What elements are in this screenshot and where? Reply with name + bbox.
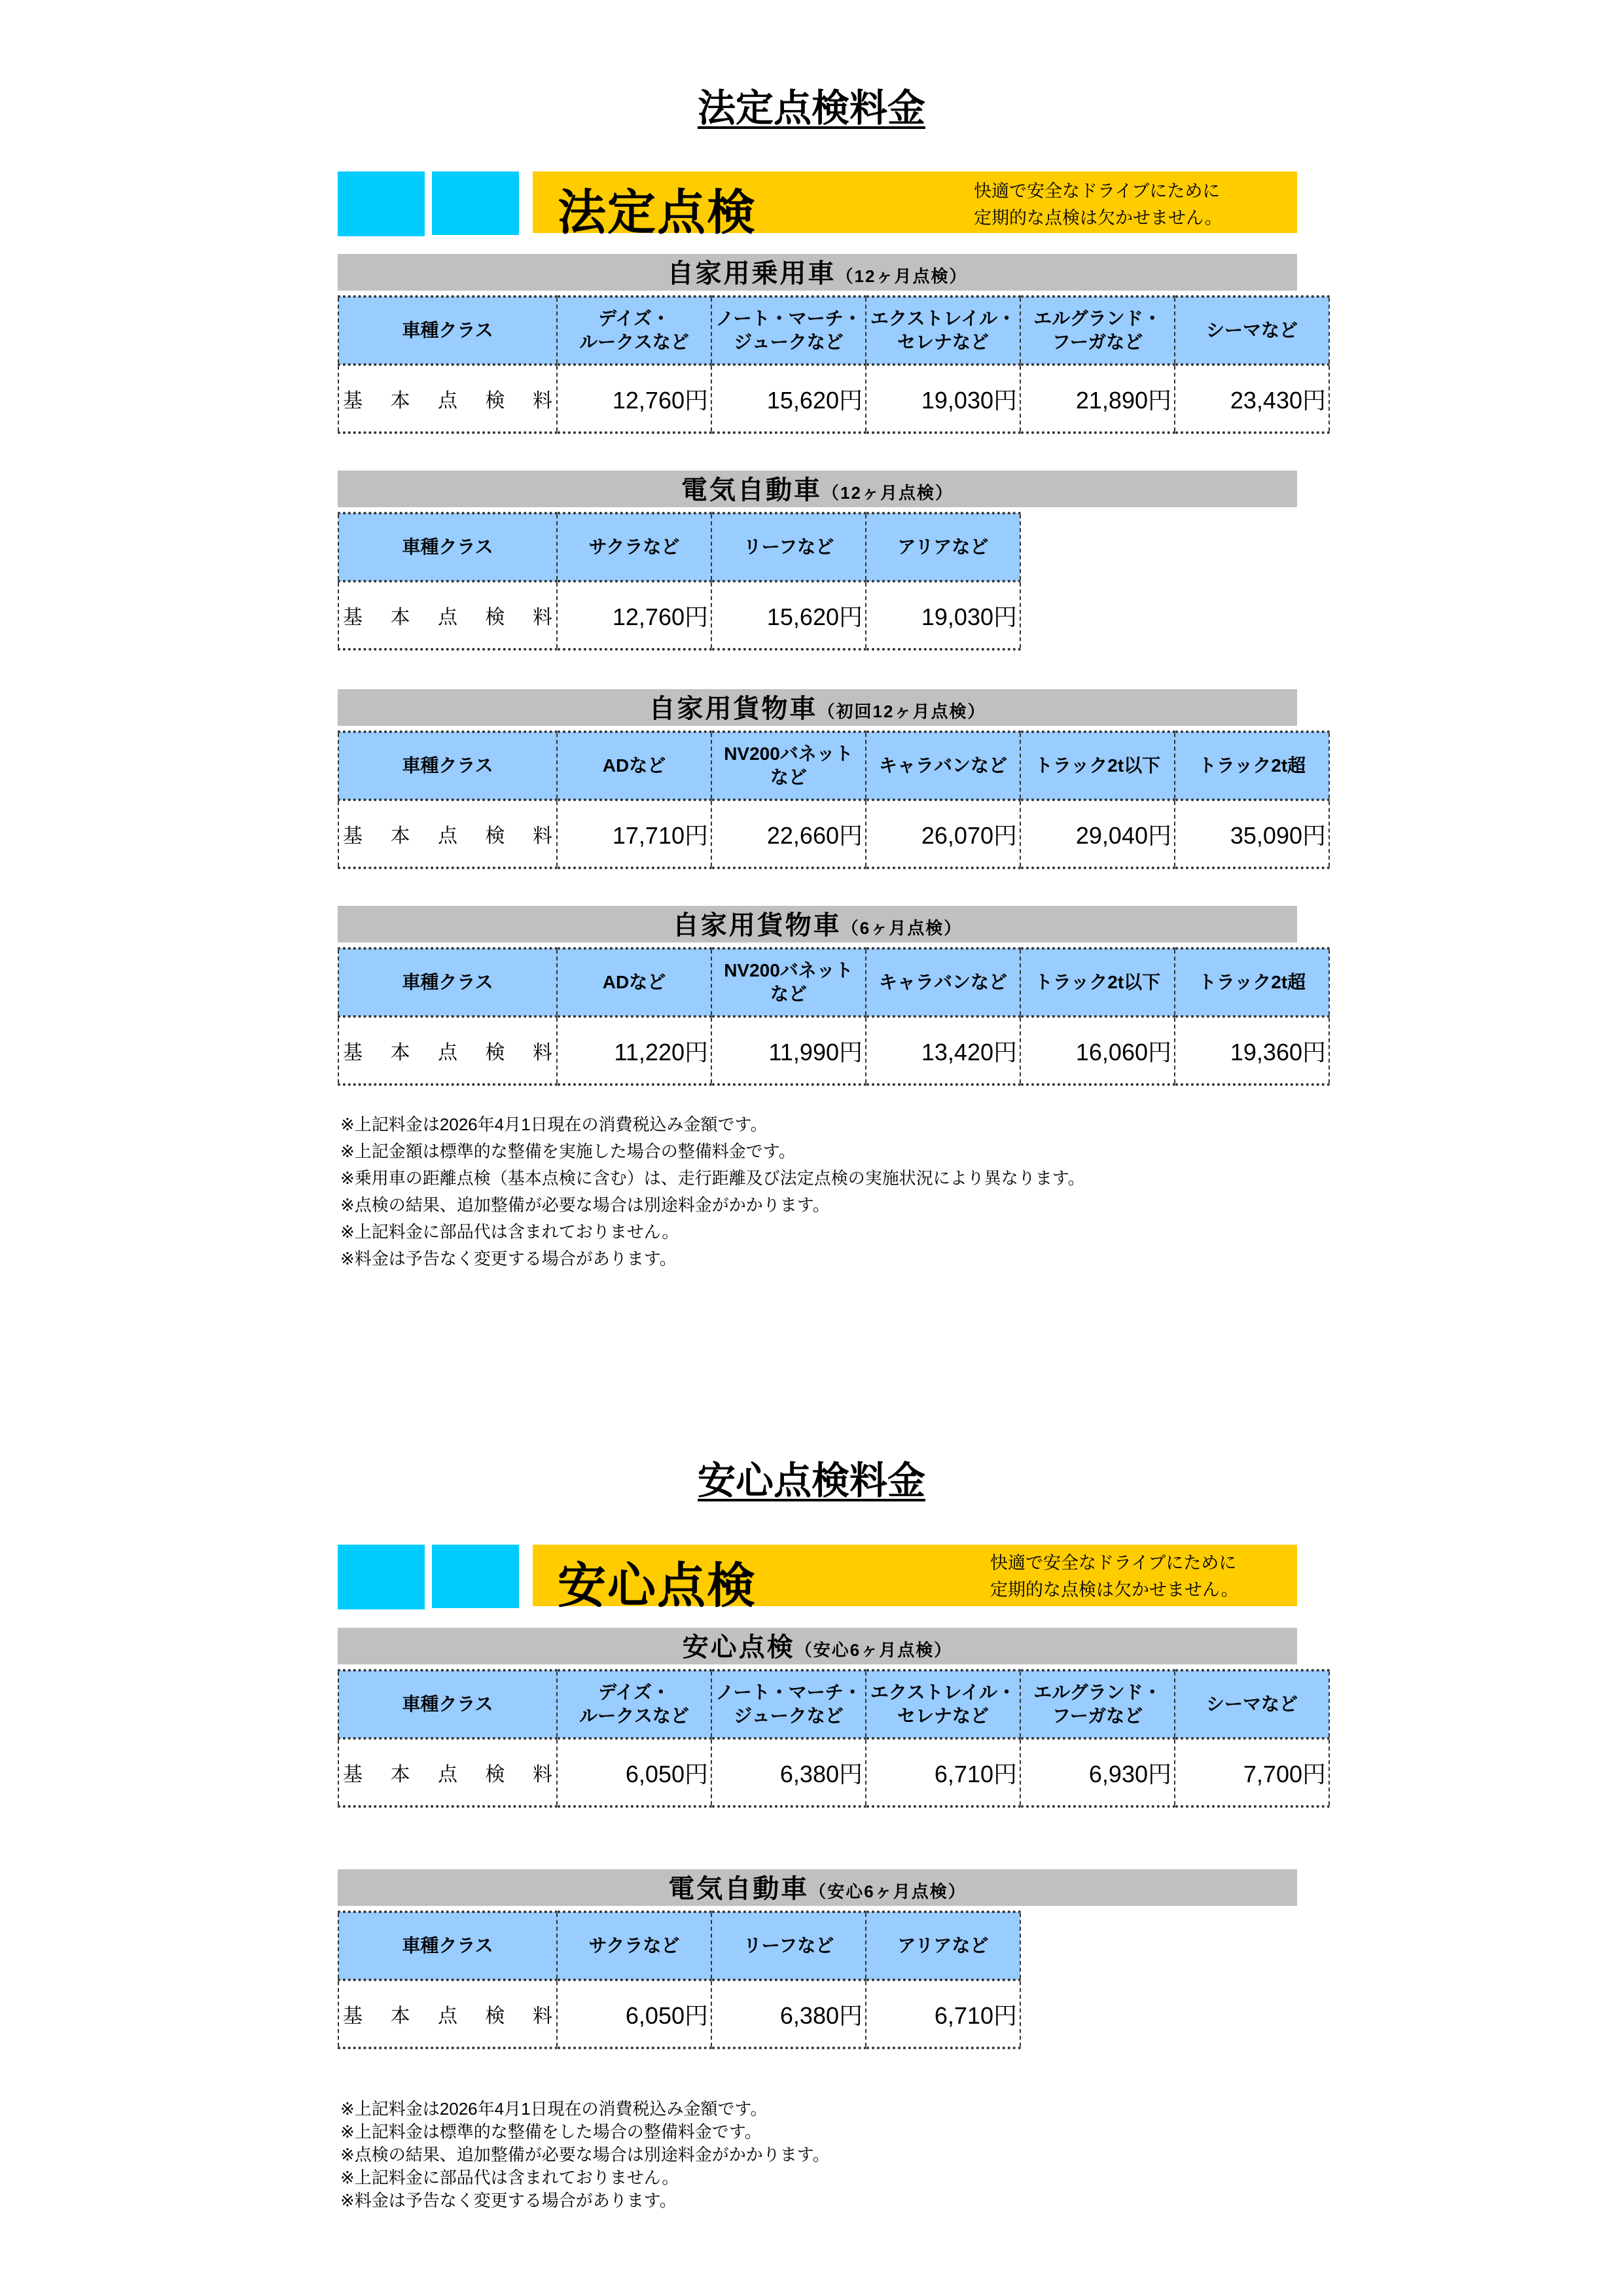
cyan-block — [432, 1545, 519, 1608]
note-line: ※乗用車の距離点検（基本点検に含む）は、走行距離及び法定点検の実施状況により異なります。 — [340, 1168, 1085, 1188]
price-cell: 16,060円 — [1020, 1016, 1175, 1085]
price-cell: 6,710円 — [866, 1980, 1020, 2048]
price-table — [338, 730, 1330, 869]
price-cell: 19,360円 — [1175, 1016, 1329, 1085]
header-line: 車種クラス — [402, 537, 493, 557]
header-line: など — [770, 767, 807, 787]
header-line: 車種クラス — [402, 755, 493, 776]
note-line: ※上記料金は2026年4月1日現在の消費税込み金額です。 — [340, 1115, 768, 1134]
table-subtitle: （安心6ヶ月点検） — [809, 1882, 967, 1901]
banner-peace-of-mind — [533, 1545, 1297, 1613]
column-header — [1175, 1670, 1329, 1738]
banner-title: 安心点検 — [558, 1558, 757, 1613]
header-line: トラック2t超 — [1198, 755, 1306, 776]
header-line: エクストレイル・ — [870, 1682, 1016, 1702]
note-line: ※上記料金は標準的な整備をした場合の整備料金です。 — [340, 2122, 762, 2142]
column-header-class — [338, 1670, 557, 1738]
price-cell: 6,050円 — [557, 1980, 711, 2048]
header-line: 車種クラス — [402, 320, 493, 340]
table-title-bar — [338, 906, 1297, 942]
note-line: ※上記料金に部品代は含まれておりません。 — [340, 2168, 679, 2187]
price-cell: 35,090円 — [1175, 800, 1329, 868]
notes-legal — [340, 1111, 1085, 1272]
table-row — [338, 1016, 1329, 1085]
column-header — [1020, 296, 1175, 365]
price-table — [338, 947, 1330, 1086]
note-line: ※点検の結果、追加整備が必要な場合は別途料金がかかります。 — [340, 2145, 830, 2164]
price-cell: 15,620円 — [711, 581, 866, 649]
table-electric-vehicle-peace — [338, 1869, 1297, 2049]
price-cell: 26,070円 — [866, 800, 1020, 868]
note-line: ※点検の結果、追加整備が必要な場合は別途料金がかかります。 — [340, 1195, 830, 1215]
header-line: NV200バネット — [724, 744, 853, 764]
column-header — [711, 1912, 866, 1980]
column-header — [866, 1912, 1020, 1980]
note-line: ※料金は予告なく変更する場合があります。 — [340, 2191, 677, 2210]
price-table — [338, 1910, 1021, 2049]
header-line: リーフなど — [743, 1935, 834, 1956]
table-private-passenger-car — [338, 254, 1330, 434]
header-line: トラック2t超 — [1198, 972, 1306, 992]
table-electric-vehicle — [338, 471, 1297, 651]
banner-message-line: 定期的な点検は欠かせません。 — [990, 1580, 1239, 1600]
note-line: ※上記金額は標準的な整備を実施した場合の整備料金です。 — [340, 1141, 796, 1161]
price-cell: 6,380円 — [711, 1980, 866, 2048]
header-line: キャラバンなど — [878, 755, 1007, 776]
column-header — [1175, 948, 1329, 1016]
price-cell: 11,990円 — [711, 1016, 866, 1085]
header-line: ルークスなど — [579, 1706, 689, 1726]
price-cell: 11,220円 — [557, 1016, 711, 1085]
column-header-class — [338, 948, 557, 1016]
column-header-class — [338, 1912, 557, 1980]
column-header — [557, 1912, 711, 1980]
header-line: など — [770, 984, 807, 1004]
header-line: アリアなど — [897, 537, 989, 557]
header-line: ジュークなど — [734, 332, 844, 352]
column-header — [557, 732, 711, 800]
column-header — [1020, 1670, 1175, 1738]
column-header — [1175, 296, 1329, 365]
cyan-block — [432, 171, 519, 235]
table-title-bar — [338, 471, 1297, 507]
table-header-row — [338, 1912, 1020, 1980]
note-line: ※料金は予告なく変更する場合があります。 — [340, 1249, 677, 1268]
price-cell: 6,050円 — [557, 1738, 711, 1806]
table-row — [338, 1980, 1020, 2048]
table-title-bar — [338, 1869, 1297, 1906]
column-header — [557, 948, 711, 1016]
table-title-bar — [338, 1628, 1297, 1664]
table-header-row — [338, 513, 1020, 581]
row-label: 基本点検料 — [338, 365, 557, 433]
cyan-block — [338, 171, 425, 236]
header-line: ADなど — [602, 972, 666, 992]
header-line: シーマなど — [1205, 320, 1298, 340]
price-cell: 7,700円 — [1175, 1738, 1329, 1806]
table-private-cargo-initial — [338, 689, 1330, 869]
column-header — [711, 513, 866, 581]
table-title: 電気自動車 — [681, 476, 823, 505]
table-private-cargo-6month — [338, 906, 1330, 1086]
banner-message-line: 定期的な点検は欠かせません。 — [974, 208, 1222, 228]
table-subtitle: （6ヶ月点検） — [841, 918, 963, 938]
header-line: ジュークなど — [734, 1706, 844, 1726]
price-table — [338, 512, 1021, 651]
header-line: 車種クラス — [402, 972, 493, 992]
price-cell: 17,710円 — [557, 800, 711, 868]
table-title: 自家用貨物車 — [672, 911, 842, 940]
column-header — [711, 948, 866, 1016]
table-header-row — [338, 296, 1329, 365]
header-line: エルグランド・ — [1033, 308, 1162, 329]
column-header — [711, 296, 866, 365]
column-header — [866, 732, 1020, 800]
header-line: アリアなど — [897, 1935, 989, 1956]
price-cell: 21,890円 — [1020, 365, 1175, 433]
header-line: デイズ・ — [598, 1682, 670, 1702]
column-header — [557, 296, 711, 365]
table-header-row — [338, 948, 1329, 1016]
banner-message-line: 快適で安全なドライブにために — [990, 1553, 1237, 1573]
price-cell: 15,620円 — [711, 365, 866, 433]
banner-message-line: 快適で安全なドライブにために — [974, 181, 1221, 201]
table-header-row — [338, 732, 1329, 800]
header-line: シーマなど — [1205, 1694, 1298, 1714]
column-header — [557, 513, 711, 581]
page-title-peace-of-mind — [0, 1450, 1623, 1505]
row-label: 基本点検料 — [338, 581, 557, 649]
column-header — [1020, 732, 1175, 800]
table-row — [338, 1738, 1329, 1806]
table-title: 安心点検 — [682, 1633, 795, 1662]
table-peace-of-mind — [338, 1628, 1330, 1808]
price-cell: 13,420円 — [866, 1016, 1020, 1085]
banner-title: 法定点検 — [558, 185, 757, 240]
price-cell: 22,660円 — [711, 800, 866, 868]
table-title: 自家用貨物車 — [649, 694, 818, 723]
header-line: セレナなど — [897, 1706, 989, 1726]
header-line: セレナなど — [897, 332, 989, 352]
header-line: トラック2t以下 — [1034, 755, 1161, 776]
table-subtitle: （12ヶ月点検） — [822, 483, 954, 503]
header-line: NV200バネット — [724, 960, 853, 980]
header-line: 車種クラス — [402, 1694, 493, 1714]
price-cell: 6,710円 — [866, 1738, 1020, 1806]
title-text: 法定点検料金 — [697, 87, 925, 130]
column-header — [866, 1670, 1020, 1738]
header-line: ノート・マーチ・ — [715, 308, 862, 329]
row-label: 基本点検料 — [338, 1016, 557, 1085]
header-line: キャラバンなど — [878, 972, 1007, 992]
price-cell: 19,030円 — [866, 365, 1020, 433]
row-label: 基本点検料 — [338, 1980, 557, 2048]
header-line: リーフなど — [743, 537, 834, 557]
header-line: 車種クラス — [402, 1935, 493, 1956]
header-line: ノート・マーチ・ — [715, 1682, 862, 1702]
table-row — [338, 365, 1329, 433]
column-header — [866, 948, 1020, 1016]
header-line: ADなど — [602, 755, 666, 776]
header-line: フーガなど — [1052, 1706, 1143, 1726]
table-title-bar — [338, 689, 1297, 726]
header-line: フーガなど — [1052, 332, 1143, 352]
table-title: 電気自動車 — [668, 1874, 810, 1903]
column-header — [1175, 732, 1329, 800]
price-cell: 6,930円 — [1020, 1738, 1175, 1806]
table-title: 自家用乗用車 — [667, 259, 836, 288]
column-header — [866, 513, 1020, 581]
column-header — [866, 296, 1020, 365]
row-label: 基本点検料 — [338, 800, 557, 868]
price-cell: 12,760円 — [557, 365, 711, 433]
note-line: ※上記料金は2026年4月1日現在の消費税込み金額です。 — [340, 2099, 768, 2119]
column-header — [711, 1670, 866, 1738]
header-line: サクラなど — [588, 537, 680, 557]
row-label: 基本点検料 — [338, 1738, 557, 1806]
price-table — [338, 1669, 1330, 1808]
price-cell: 12,760円 — [557, 581, 711, 649]
price-cell: 29,040円 — [1020, 800, 1175, 868]
table-row — [338, 800, 1329, 868]
price-cell: 6,380円 — [711, 1738, 866, 1806]
column-header — [1020, 948, 1175, 1016]
header-line: デイズ・ — [598, 308, 670, 329]
header-line: トラック2t以下 — [1034, 972, 1161, 992]
column-header-class — [338, 732, 557, 800]
column-header — [711, 732, 866, 800]
column-header-class — [338, 513, 557, 581]
price-cell: 19,030円 — [866, 581, 1020, 649]
table-row — [338, 581, 1020, 649]
table-subtitle: （12ヶ月点検） — [836, 266, 968, 286]
header-line: サクラなど — [588, 1935, 680, 1956]
header-line: ルークスなど — [579, 332, 689, 352]
note-line: ※上記料金に部品代は含まれておりません。 — [340, 1222, 679, 1242]
table-subtitle: （安心6ヶ月点検） — [794, 1640, 953, 1660]
price-table — [338, 295, 1330, 434]
header-line: エルグランド・ — [1033, 1682, 1162, 1702]
banner-message — [974, 178, 1222, 232]
notes-peace — [340, 2098, 830, 2212]
column-header — [557, 1670, 711, 1738]
page-title-legal-inspection — [0, 77, 1623, 132]
banner-message — [990, 1550, 1239, 1604]
title-text: 安心点検料金 — [697, 1460, 925, 1502]
header-line: エクストレイル・ — [870, 308, 1016, 329]
price-cell: 23,430円 — [1175, 365, 1329, 433]
table-subtitle: （初回12ヶ月点検） — [817, 702, 986, 721]
table-title-bar — [338, 254, 1297, 291]
cyan-block — [338, 1545, 425, 1609]
column-header-class — [338, 296, 557, 365]
banner-legal-inspection — [533, 171, 1297, 240]
table-header-row — [338, 1670, 1329, 1738]
